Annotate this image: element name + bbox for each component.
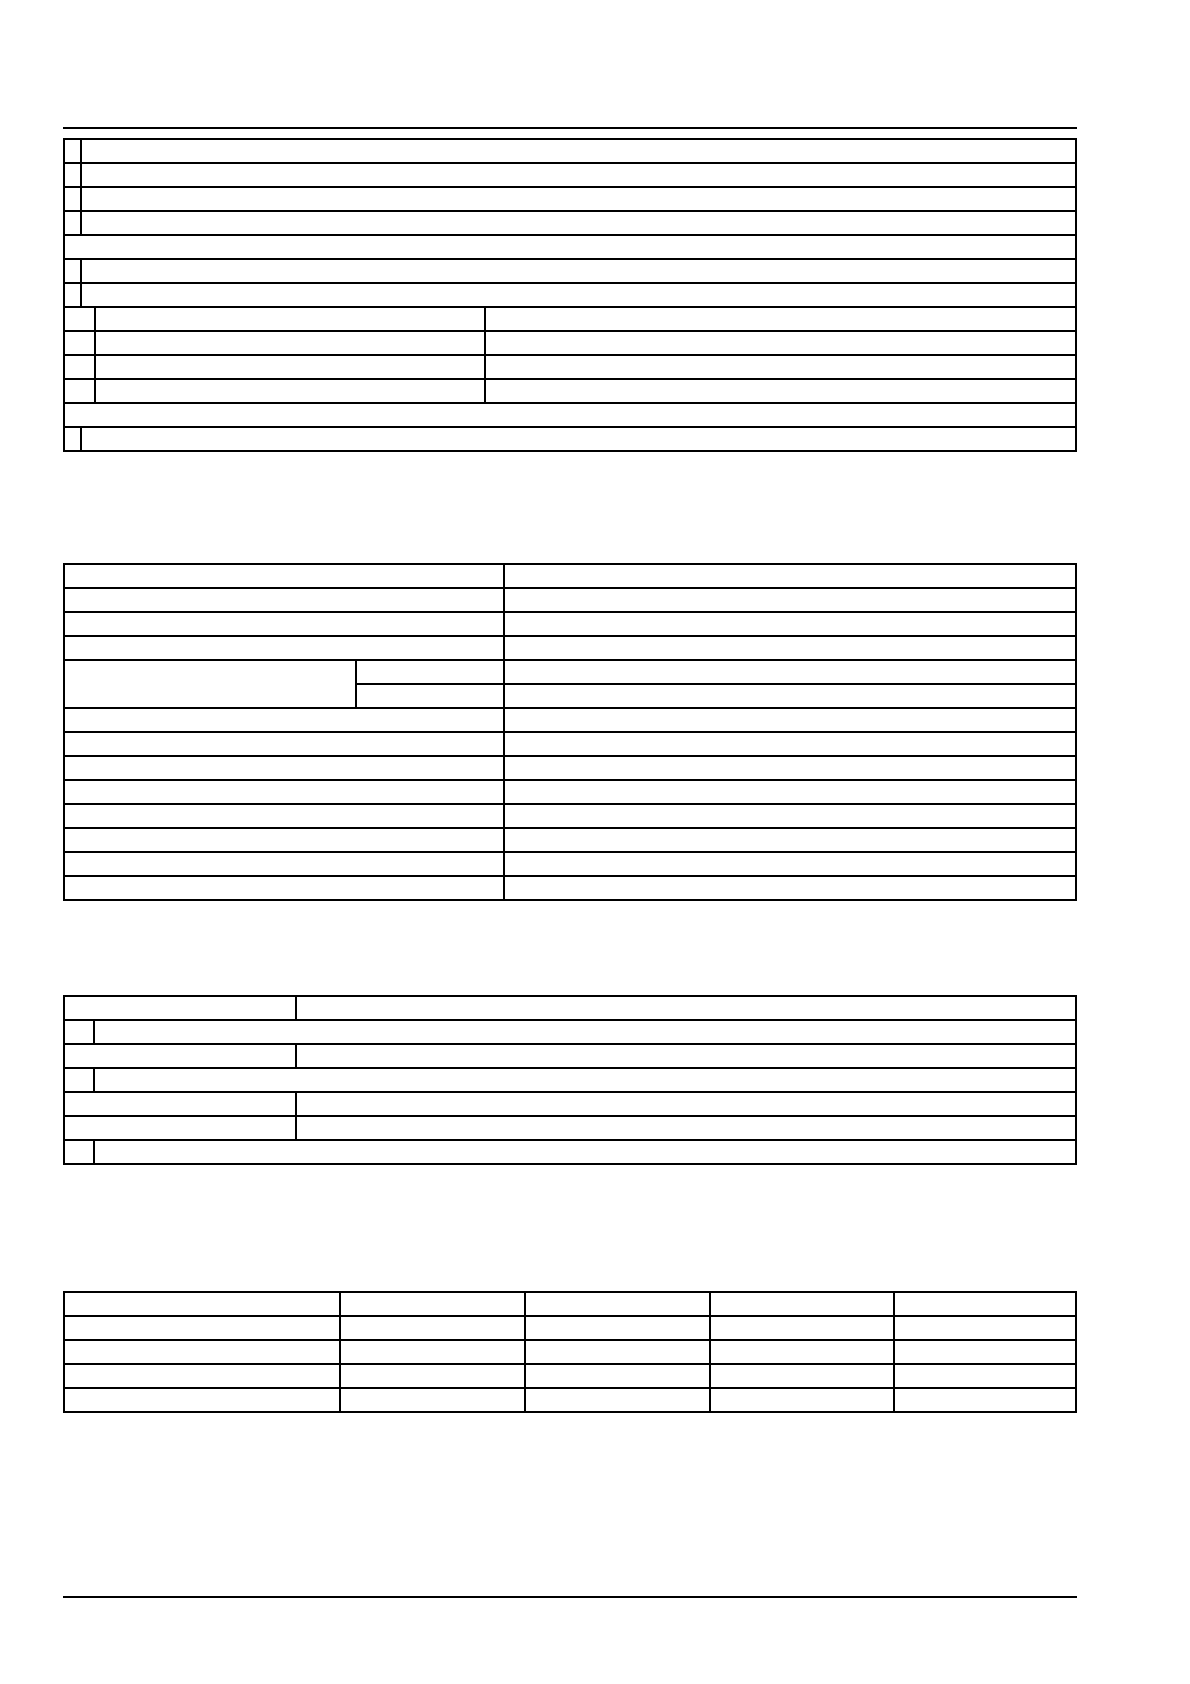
form-cell (64, 307, 95, 331)
form-cell (296, 1092, 1076, 1116)
form-cell (64, 403, 1076, 427)
form-cell (64, 139, 81, 163)
header-cell (894, 1292, 1076, 1316)
form-cell (64, 1388, 340, 1412)
form-cell (64, 612, 504, 636)
form-cell (64, 427, 81, 451)
form-cell (340, 1388, 525, 1412)
table-row (64, 1364, 1076, 1388)
form-cell (64, 852, 504, 876)
form-cell (64, 1364, 340, 1388)
form-cell (81, 283, 1076, 307)
table-row (64, 564, 1076, 588)
form-cell (94, 1140, 1076, 1164)
form-cell (504, 828, 1076, 852)
form-cell (94, 1020, 1076, 1044)
table-row (64, 235, 1076, 259)
table-row (64, 1044, 1076, 1068)
form-cell (64, 163, 81, 187)
form-cell (64, 1140, 94, 1164)
table-row (64, 1092, 1076, 1116)
form-cell (296, 996, 1076, 1020)
header-rule (63, 127, 1077, 129)
form-cell (485, 379, 1076, 403)
form-cell (64, 1068, 94, 1092)
form-cell (525, 1364, 710, 1388)
form-cell (95, 331, 485, 355)
form-cell (504, 564, 1076, 588)
form-cell (64, 283, 81, 307)
form-cell (504, 684, 1076, 708)
form-cell (525, 1340, 710, 1364)
table-row (64, 1068, 1076, 1092)
form-cell (64, 1340, 340, 1364)
table-row (64, 427, 1076, 451)
form-cell (710, 1388, 894, 1412)
form-cell (64, 331, 95, 355)
form-cell (894, 1316, 1076, 1340)
form-cell (485, 307, 1076, 331)
form-cell (356, 660, 504, 684)
form-cell (64, 996, 296, 1020)
table-row (64, 187, 1076, 211)
table-row (64, 828, 1076, 852)
table-row (64, 307, 1076, 331)
form-cell (525, 1388, 710, 1412)
header-cell (340, 1292, 525, 1316)
form-cell (525, 1316, 710, 1340)
form-cell (64, 1316, 340, 1340)
form-cell (81, 139, 1076, 163)
form-cell (95, 307, 485, 331)
form-cell (64, 1020, 94, 1044)
form-cell (340, 1364, 525, 1388)
form-cell (95, 379, 485, 403)
form-cell (64, 708, 504, 732)
form-cell (64, 564, 504, 588)
form-cell (64, 1116, 296, 1140)
form-cell (95, 355, 485, 379)
form-cell (485, 355, 1076, 379)
table-row (64, 612, 1076, 636)
form-cell (340, 1316, 525, 1340)
form-cell (296, 1044, 1076, 1068)
table-row (64, 756, 1076, 780)
table-row (64, 1020, 1076, 1044)
header-cell (64, 1292, 340, 1316)
footer-rule (63, 1596, 1077, 1598)
form-cell (504, 876, 1076, 900)
form-cell (64, 756, 504, 780)
form-cell (504, 852, 1076, 876)
header-cell (525, 1292, 710, 1316)
table-row (64, 732, 1076, 756)
form-cell (894, 1388, 1076, 1412)
form-cell (64, 187, 81, 211)
table-row (64, 852, 1076, 876)
form-cell (710, 1316, 894, 1340)
form-cell (64, 804, 504, 828)
table-row (64, 163, 1076, 187)
form-cell (504, 660, 1076, 684)
table-row (64, 1140, 1076, 1164)
form-cell (504, 756, 1076, 780)
form-cell (504, 636, 1076, 660)
form-cell (356, 684, 504, 708)
table-row (64, 259, 1076, 283)
table-row (64, 804, 1076, 828)
form-cell (81, 427, 1076, 451)
form-cell (81, 211, 1076, 235)
table-row (64, 636, 1076, 660)
table-row (64, 379, 1076, 403)
table-header-row (64, 1292, 1076, 1316)
table-row (64, 331, 1076, 355)
form-cell (64, 259, 81, 283)
form-cell (64, 379, 95, 403)
form-cell (504, 588, 1076, 612)
table-row (64, 1340, 1076, 1364)
table-row (64, 139, 1076, 163)
form-cell (64, 828, 504, 852)
table-row (64, 403, 1076, 427)
form-cell (485, 331, 1076, 355)
form-cell (894, 1340, 1076, 1364)
table-row (64, 660, 1076, 684)
form-cell (340, 1340, 525, 1364)
table-row (64, 1388, 1076, 1412)
header-cell (710, 1292, 894, 1316)
table-row (64, 283, 1076, 307)
table-row (64, 211, 1076, 235)
form-cell (64, 780, 504, 804)
form-cell (64, 876, 504, 900)
table-row (64, 1316, 1076, 1340)
form-cell (64, 588, 504, 612)
form-cell (504, 708, 1076, 732)
form-cell (504, 780, 1076, 804)
table-row (64, 355, 1076, 379)
form-cell (894, 1364, 1076, 1388)
form-cell (81, 187, 1076, 211)
form-table-1 (63, 138, 1077, 452)
form-cell (504, 612, 1076, 636)
table-row (64, 996, 1076, 1020)
table-row (64, 708, 1076, 732)
form-table-2 (63, 563, 1077, 901)
form-cell (64, 660, 356, 708)
form-cell (81, 259, 1076, 283)
table-row (64, 1116, 1076, 1140)
form-cell (64, 636, 504, 660)
form-table-4 (63, 1291, 1077, 1413)
form-cell (504, 804, 1076, 828)
form-cell (64, 211, 81, 235)
form-cell (64, 1044, 296, 1068)
form-cell (64, 235, 1076, 259)
form-cell (64, 355, 95, 379)
form-cell (94, 1068, 1076, 1092)
form-cell (64, 732, 504, 756)
form-cell (64, 1092, 296, 1116)
form-cell (296, 1116, 1076, 1140)
table-row (64, 588, 1076, 612)
form-cell (81, 163, 1076, 187)
table-row (64, 780, 1076, 804)
form-table-3 (63, 995, 1077, 1165)
form-cell (710, 1364, 894, 1388)
table-row (64, 876, 1076, 900)
form-cell (710, 1340, 894, 1364)
form-cell (504, 732, 1076, 756)
